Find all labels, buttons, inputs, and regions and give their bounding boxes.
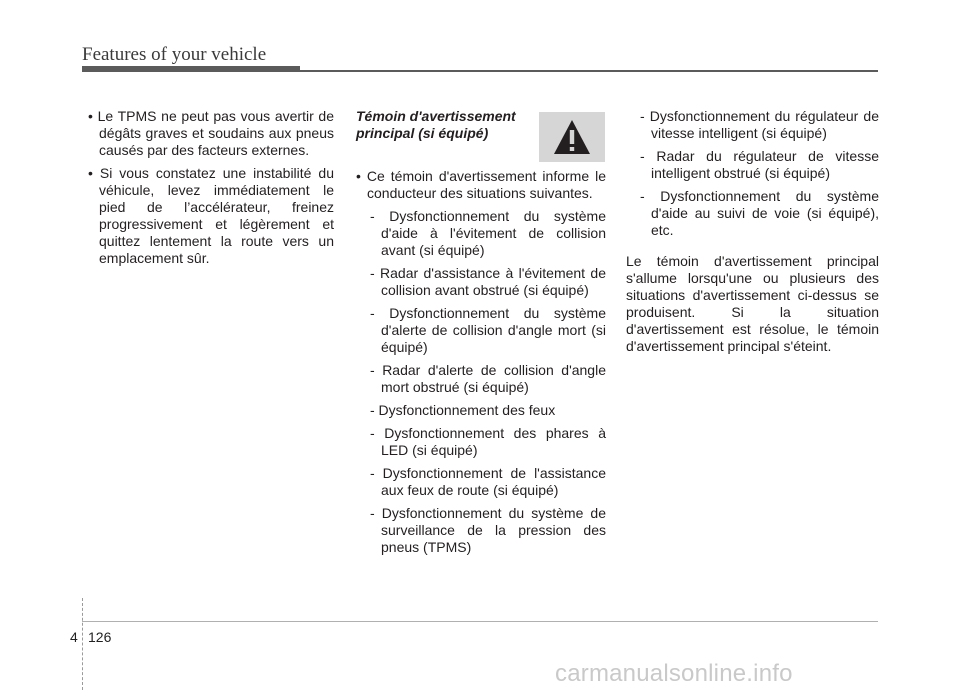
list-item: - Dysfonctionnement du système de surveillance de la pression des pneus (TPMS) — [370, 505, 606, 555]
column-2 — [356, 108, 606, 562]
list-item: - Radar d'alerte de collision d'angle mort obstrué (si équipé) — [370, 362, 606, 395]
warning-icon-box — [539, 112, 605, 162]
footer-vertical-rule — [82, 598, 84, 690]
list-item: - Radar du régulateur de vitesse intelligent obstrué (si équipé) — [640, 148, 879, 181]
footer-horizontal-rule — [82, 621, 878, 622]
warning-intro: • Ce témoin d'avertissement informe le conducteur des situations suivantes. — [356, 168, 606, 201]
list-item: - Dysfonctionnement du système d'aide à l'évitement de collision avant (si équipé) — [370, 208, 606, 258]
warning-triangle-icon — [552, 118, 592, 156]
list-item: - Dysfonctionnement des feux — [370, 402, 556, 418]
column-3 — [626, 108, 879, 355]
section-title: Témoin d'avertissement principal (si équipé) — [356, 108, 516, 141]
list-item: - Dysfonctionnement du régulateur de vitesse intelligent (si équipé) — [640, 108, 879, 141]
list-item: - Dysfonctionnement des phares à LED (si équipé) — [370, 425, 606, 458]
list-item: - Radar d'assistance à l'évitement de collision avant obstrué (si équipé) — [370, 265, 606, 298]
column-1 — [88, 108, 334, 273]
chapter-number: 4 — [70, 629, 78, 645]
header-rule — [300, 70, 878, 72]
list-item: - Dysfonctionnement du système d'aide au suivi de voie (si équipé), etc. — [640, 188, 879, 238]
bullet-instability-advice: • Si vous constatez une instabilité du véhicule, levez immédiatement le pied de l’accélérateur, freinez progressivement et légèrement et quittez lentement la route vers un emplacement sûr. — [88, 165, 334, 266]
list-item: - Dysfonctionnement du système d'alerte de collision d'angle mort (si équipé) — [370, 305, 606, 355]
header-title: Features of your vehicle — [82, 44, 267, 65]
bullet-tpms-limitation: • Le TPMS ne peut pas vous avertir de dégâts graves et soudains aux pneus causés par des facteurs externes. — [88, 108, 334, 158]
section-heading — [356, 108, 606, 164]
watermark-text: carmanualsonline.info — [555, 660, 793, 687]
page-number: 126 — [88, 629, 112, 645]
list-item: - Dysfonctionnement de l'assistance aux feux de route (si équipé) — [370, 465, 606, 498]
warning-paragraph: Le témoin d'avertissement principal s'allume lorsqu'une ou plusieurs des situations d'avertissement ci-dessus se produisent. Si la situation d'avertissement est résolue, le témoin d'avertissement principal s'éteint. — [626, 253, 879, 354]
header-bar — [82, 66, 300, 72]
